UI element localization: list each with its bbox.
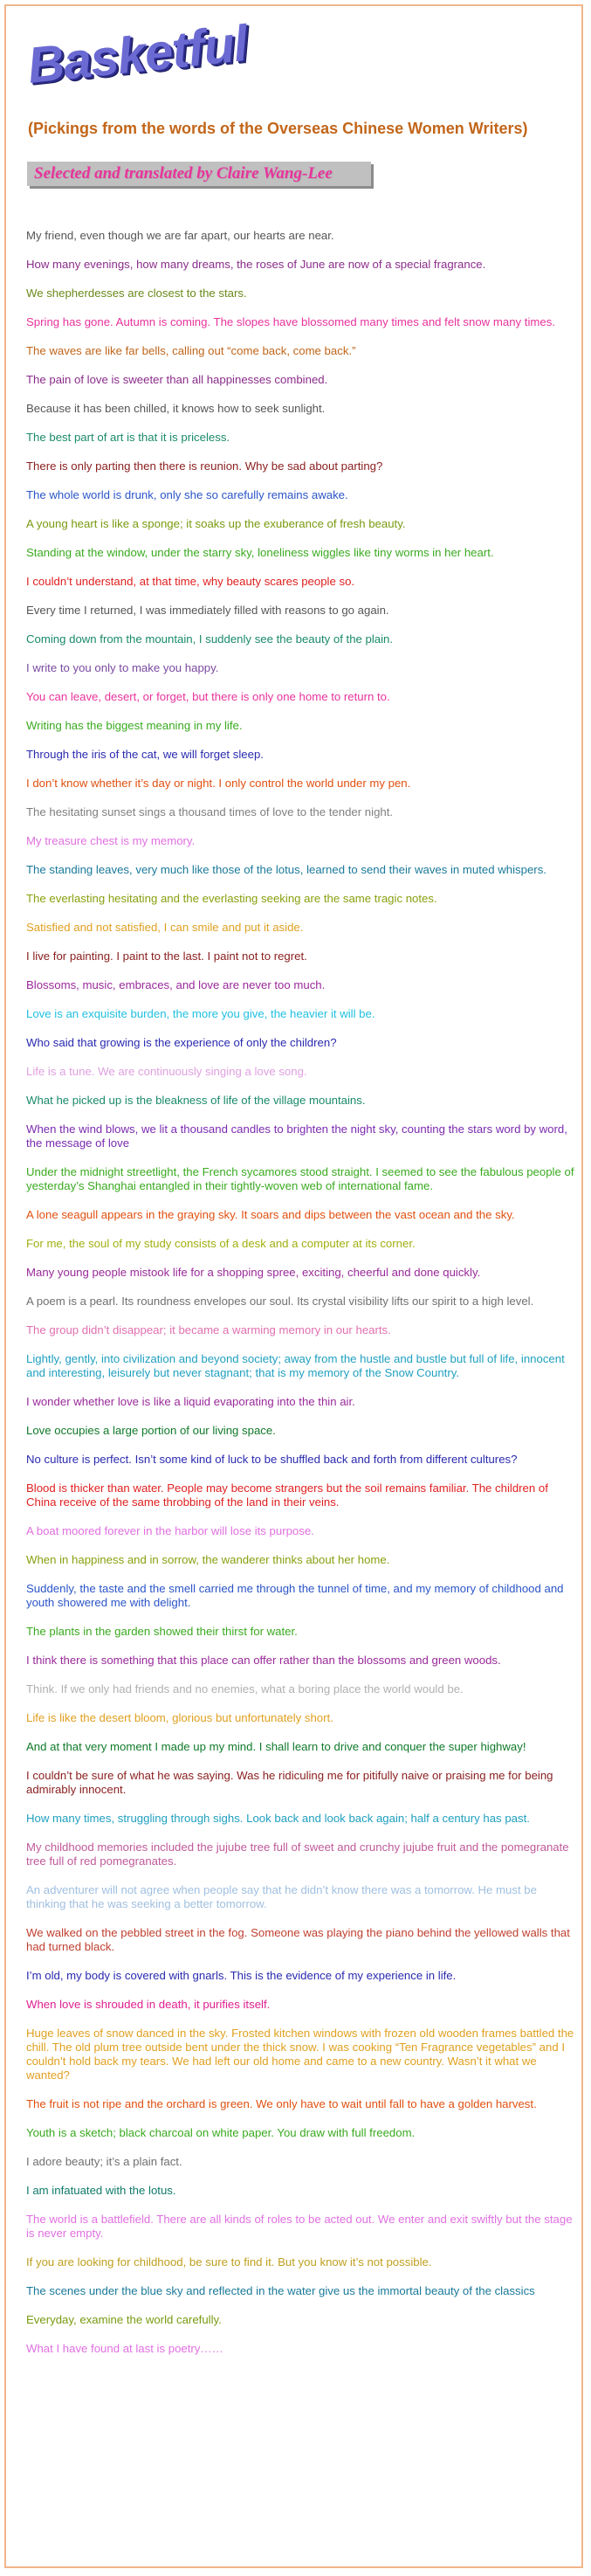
quotation-item: How many times, struggling through sighs. Look back and look back again; half a century has past.: [26, 1812, 530, 1825]
quotation-item: And at that very moment I made up my mind. I shall learn to drive and conquer the super highway!: [26, 1740, 526, 1753]
quotation-item: Coming down from the mountain, I suddenly see the beauty of the plain.: [26, 632, 394, 646]
quotation-item: Standing at the window, under the starry sky, loneliness wiggles like tiny worms in her heart.: [26, 546, 494, 559]
quotation-item: My childhood memories included the jujube tree full of sweet and crunchy jujube fruit and the pomegranate tree full of red pomegranates.: [26, 1840, 569, 1868]
quotation-item: I live for painting. I paint to the last. I paint not to regret.: [26, 950, 307, 963]
quotation-item: We walked on the pebbled street in the fog. Someone was playing the piano behind the yellowed walls that had turned black.: [26, 1926, 570, 1953]
quotation-item: I don’t know whether it’s day or night. I only control the world under my pen.: [26, 777, 411, 790]
quotation-item: When the wind blows, we lit a thousand candles to brighten the night sky, counting the stars word by word, the message of love: [26, 1122, 567, 1150]
quotation-item: We shepherdesses are closest to the stars.: [26, 287, 247, 300]
quotation-item: Blossoms, music, embraces, and love are never too much.: [26, 978, 326, 991]
quotation-item: Lightly, gently, into civilization and beyond society; away from the hustle and bustle but full of life, innocent and interesting, leisurely but never stagnant; that is my memory of the Snow Country.: [26, 1352, 565, 1379]
quotation-item: The world is a battlefield. There are all kinds of roles to be acted out. We enter and exit swiftly but the stage is never empty.: [26, 2213, 573, 2240]
quotation-item: The everlasting hesitating and the everlasting seeking are the same tragic notes.: [26, 892, 437, 905]
quotation-item: How many evenings, how many dreams, the roses of June are now of a special fragrance.: [26, 258, 486, 271]
quotation-item: Everyday, examine the world carefully.: [26, 2313, 222, 2326]
quotation-item: A young heart is like a sponge; it soaks up the exuberance of fresh beauty.: [26, 517, 406, 530]
quotation-item: Life is like the desert bloom, glorious but unfortunately short.: [26, 1711, 333, 1724]
quotation-item: Love is an exquisite burden, the more you give, the heavier it will be.: [26, 1007, 375, 1020]
quotation-item: If you are looking for childhood, be sure to find it. But you know it’s not possible.: [26, 2255, 432, 2269]
quotation-item: Because it has been chilled, it knows how to seek sunlight.: [26, 402, 326, 415]
quotation-item: Blood is thicker than water. People may become strangers but the soil remains familiar. The children of China receive of the same throbbing of the land in their veins.: [26, 1481, 548, 1509]
quotation-item: What he picked up is the bleakness of life of the village mountains.: [26, 1094, 366, 1107]
quotation-item: Through the iris of the cat, we will forget sleep.: [26, 748, 264, 761]
quotation-item: Writing has the biggest meaning in my life.: [26, 719, 243, 732]
quotation-item: When in happiness and in sorrow, the wanderer thinks about her home.: [26, 1553, 390, 1566]
quotation-item: I couldn’t be sure of what he was saying. Was he ridiculing me for pitifully naive or praising me for being admirably innocent.: [26, 1769, 553, 1796]
quotation-item: When love is shrouded in death, it purifies itself.: [26, 1998, 271, 2011]
quotation-item: The standing leaves, very much like those of the lotus, learned to send their waves in muted whispers.: [26, 863, 546, 876]
quotation-item: The scenes under the blue sky and reflected in the water give us the immortal beauty of the classics: [26, 2284, 535, 2297]
quotation-item: The pain of love is sweeter than all happinesses combined.: [26, 373, 328, 386]
quotation-item: Who said that growing is the experience of only the children?: [26, 1036, 337, 1049]
page-title: Basketful: [24, 14, 251, 94]
quotation-item: Under the midnight streetlight, the French sycamores stood straight. I seemed to see the fabulous people of yesterday’s Shanghai entangled in their tightly-woven web of international fame.: [26, 1165, 574, 1192]
quotation-item: The group didn’t disappear; it became a warming memory in our hearts.: [26, 1323, 391, 1336]
quotation-item: For me, the soul of my study consists of a desk and a computer at its corner.: [26, 1237, 416, 1250]
quotation-item: I wonder whether love is like a liquid evaporating into the thin air.: [26, 1395, 355, 1408]
quotation-item: The plants in the garden showed their thirst for water.: [26, 1625, 298, 1638]
translator-credit: Selected and translated by Claire Wang-Lee: [34, 164, 333, 183]
quotation-item: I adore beauty; it’s a plain fact.: [26, 2155, 182, 2168]
quotation-item: I’m old, my body is covered with gnarls. This is the evidence of my experience in life.: [26, 1969, 457, 1982]
quotation-item: I am infatuated with the lotus.: [26, 2184, 176, 2197]
quotation-item: Spring has gone. Autumn is coming. The slopes have blossomed many times and felt snow many times.: [26, 315, 555, 328]
quotation-item: What I have found at last is poetry……: [26, 2342, 223, 2355]
quotation-item: Every time I returned, I was immediately filled with reasons to go again.: [26, 604, 389, 617]
quotation-item: Love occupies a large portion of our living space.: [26, 1424, 276, 1437]
quotation-item: Satisfied and not satisfied, I can smile and put it aside.: [26, 921, 304, 934]
quotation-item: The whole world is drunk, only she so carefully remains awake.: [26, 488, 348, 501]
quotation-item: An adventurer will not agree when people say that he didn’t know there was a tomorrow. He must be thinking that he was seeking a better tomorrow.: [26, 1883, 537, 1910]
quotation-item: Suddenly, the taste and the smell carried me through the tunnel of time, and my memory of childhood and youth showered me with delight.: [26, 1582, 564, 1609]
quotation-item: Think. If we only had friends and no enemies, what a boring place the world would be.: [26, 1682, 464, 1695]
quotation-item: I think there is something that this place can offer rather than the blossoms and green woods.: [26, 1654, 501, 1667]
quotation-item: The fruit is not ripe and the orchard is green. We only have to wait until fall to have a golden harvest.: [26, 2097, 537, 2110]
quotation-item: My friend, even though we are far apart, our hearts are near.: [26, 229, 334, 242]
quotation-item: There is only parting then there is reunion. Why be sad about parting?: [26, 459, 383, 473]
quotation-item: No culture is perfect. Isn’t some kind of luck to be shuffled back and forth from different cultures?: [26, 1453, 518, 1466]
quotation-list: [26, 229, 578, 2371]
page-frame: [4, 4, 583, 2568]
quotation-item: I write to you only to make you happy.: [26, 661, 219, 674]
quotation-item: A poem is a pearl. Its roundness envelopes our soul. Its crystal visibility lifts our spirit to a high level.: [26, 1295, 534, 1308]
quotation-item: Many young people mistook life for a shopping spree, exciting, cheerful and done quickly.: [26, 1266, 481, 1279]
quotation-item: Huge leaves of snow danced in the sky. Frosted kitchen windows with frozen old wooden frames battled the chill. The old plum tree outside bent under the thick snow. I was cooking “Ten Fragrance vegetables” and I couldn’t hold back my tears. We had left our old home and came to a new country. Wasn’t it what we wanted?: [26, 2027, 574, 2082]
quotation-item: You can leave, desert, or forget, but there is only one home to return to.: [26, 690, 390, 703]
quotation-item: A boat moored forever in the harbor will lose its purpose.: [26, 1524, 314, 1537]
quotation-item: The hesitating sunset sings a thousand times of love to the tender night.: [26, 805, 394, 818]
quotation-item: The best part of art is that it is priceless.: [26, 431, 230, 444]
quotation-item: Life is a tune. We are continuously singing a love song.: [26, 1065, 307, 1078]
quotation-item: My treasure chest is my memory.: [26, 834, 196, 847]
page-subtitle: (Pickings from the words of the Overseas Chinese Women Writers): [28, 120, 528, 137]
quotation-item: A lone seagull appears in the graying sky. It soars and dips between the vast ocean and the sky.: [26, 1208, 515, 1221]
quotation-item: The waves are like far bells, calling out “come back, come back.”: [26, 344, 356, 357]
quotation-item: I couldn’t understand, at that time, why beauty scares people so.: [26, 575, 355, 588]
quotation-item: Youth is a sketch; black charcoal on white paper. You draw with full freedom.: [26, 2126, 416, 2139]
credit-banner: [27, 162, 371, 186]
